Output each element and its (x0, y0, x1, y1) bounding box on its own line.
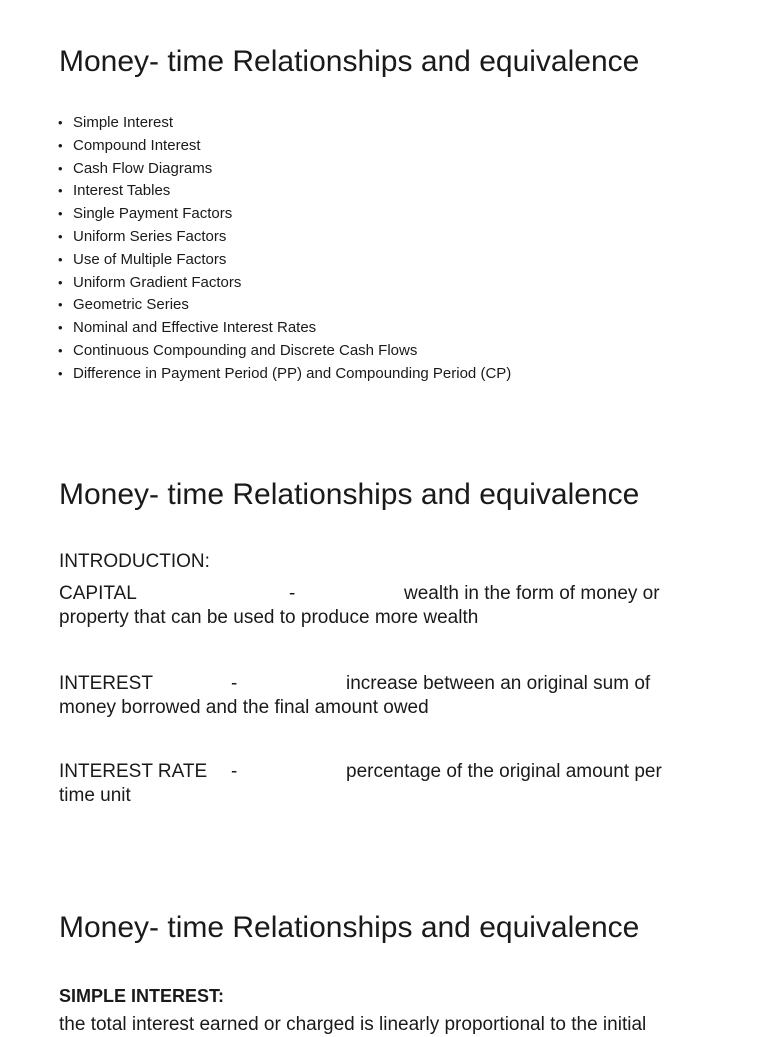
bullet-icon: • (58, 115, 63, 130)
bullet-icon: • (58, 251, 63, 267)
definition-desc-cont: money borrowed and the final amount owed (59, 697, 429, 718)
list-item: • Continuous Compounding and Discrete Cash Flows (58, 340, 511, 363)
slide-title: Money- time Relationships and equivalence (59, 911, 640, 944)
list-item: • Interest Tables (58, 180, 511, 203)
bullet-icon: • (58, 274, 63, 290)
bullet-icon: • (58, 183, 63, 199)
list-item: • Difference in Payment Period (PP) and Compounding Period (CP) (58, 363, 511, 386)
definition-dash: - (289, 583, 296, 604)
list-item: • Compound Interest (58, 135, 511, 158)
bullet-icon: • (58, 206, 63, 222)
list-item: • Geometric Series (58, 294, 511, 317)
definition-term: INTEREST RATE (59, 761, 208, 782)
list-item: • Use of Multiple Factors (58, 249, 511, 272)
definition-desc: wealth in the form of money or (404, 583, 660, 604)
slide-title: Money- time Relationships and equivalence (59, 478, 640, 511)
list-item: • Uniform Gradient Factors (58, 272, 511, 295)
bullet-icon: • (58, 342, 63, 358)
definition-desc: increase between an original sum of (346, 673, 651, 694)
bullet-icon: • (58, 365, 63, 381)
list-item: • Single Payment Factors (58, 203, 511, 226)
list-item: • Uniform Series Factors (58, 226, 511, 249)
list-item: • Simple Interest (58, 112, 511, 135)
definition-interest (59, 672, 719, 720)
definition-desc-cont: property that can be used to produce more wealth (59, 607, 479, 628)
list-item: • Cash Flow Diagrams (58, 158, 511, 181)
definition-desc-cont: time unit (59, 785, 131, 806)
bullet-icon: • (58, 160, 63, 176)
simple-interest-text: the total interest earned or charged is linearly proportional to the initial (59, 1014, 647, 1035)
definition-dash: - (231, 761, 238, 782)
definition-term: INTEREST (59, 673, 153, 694)
topic-list (58, 112, 511, 386)
list-item: • Nominal and Effective Interest Rates (58, 317, 511, 340)
simple-interest-heading: SIMPLE INTEREST: (59, 986, 225, 1006)
definition-dash: - (231, 673, 238, 694)
bullet-icon: • (58, 320, 63, 336)
intro-heading: INTRODUCTION: (59, 551, 210, 572)
bullet-icon: • (58, 228, 63, 244)
definition-interest-rate (59, 760, 719, 808)
slide-title: Money- time Relationships and equivalence (59, 45, 640, 78)
bullet-icon: • (58, 297, 63, 313)
definition-term: CAPITAL (59, 583, 137, 604)
definition-desc: percentage of the original amount per (346, 761, 662, 782)
bullet-icon: • (58, 137, 63, 153)
definition-capital (59, 582, 719, 630)
